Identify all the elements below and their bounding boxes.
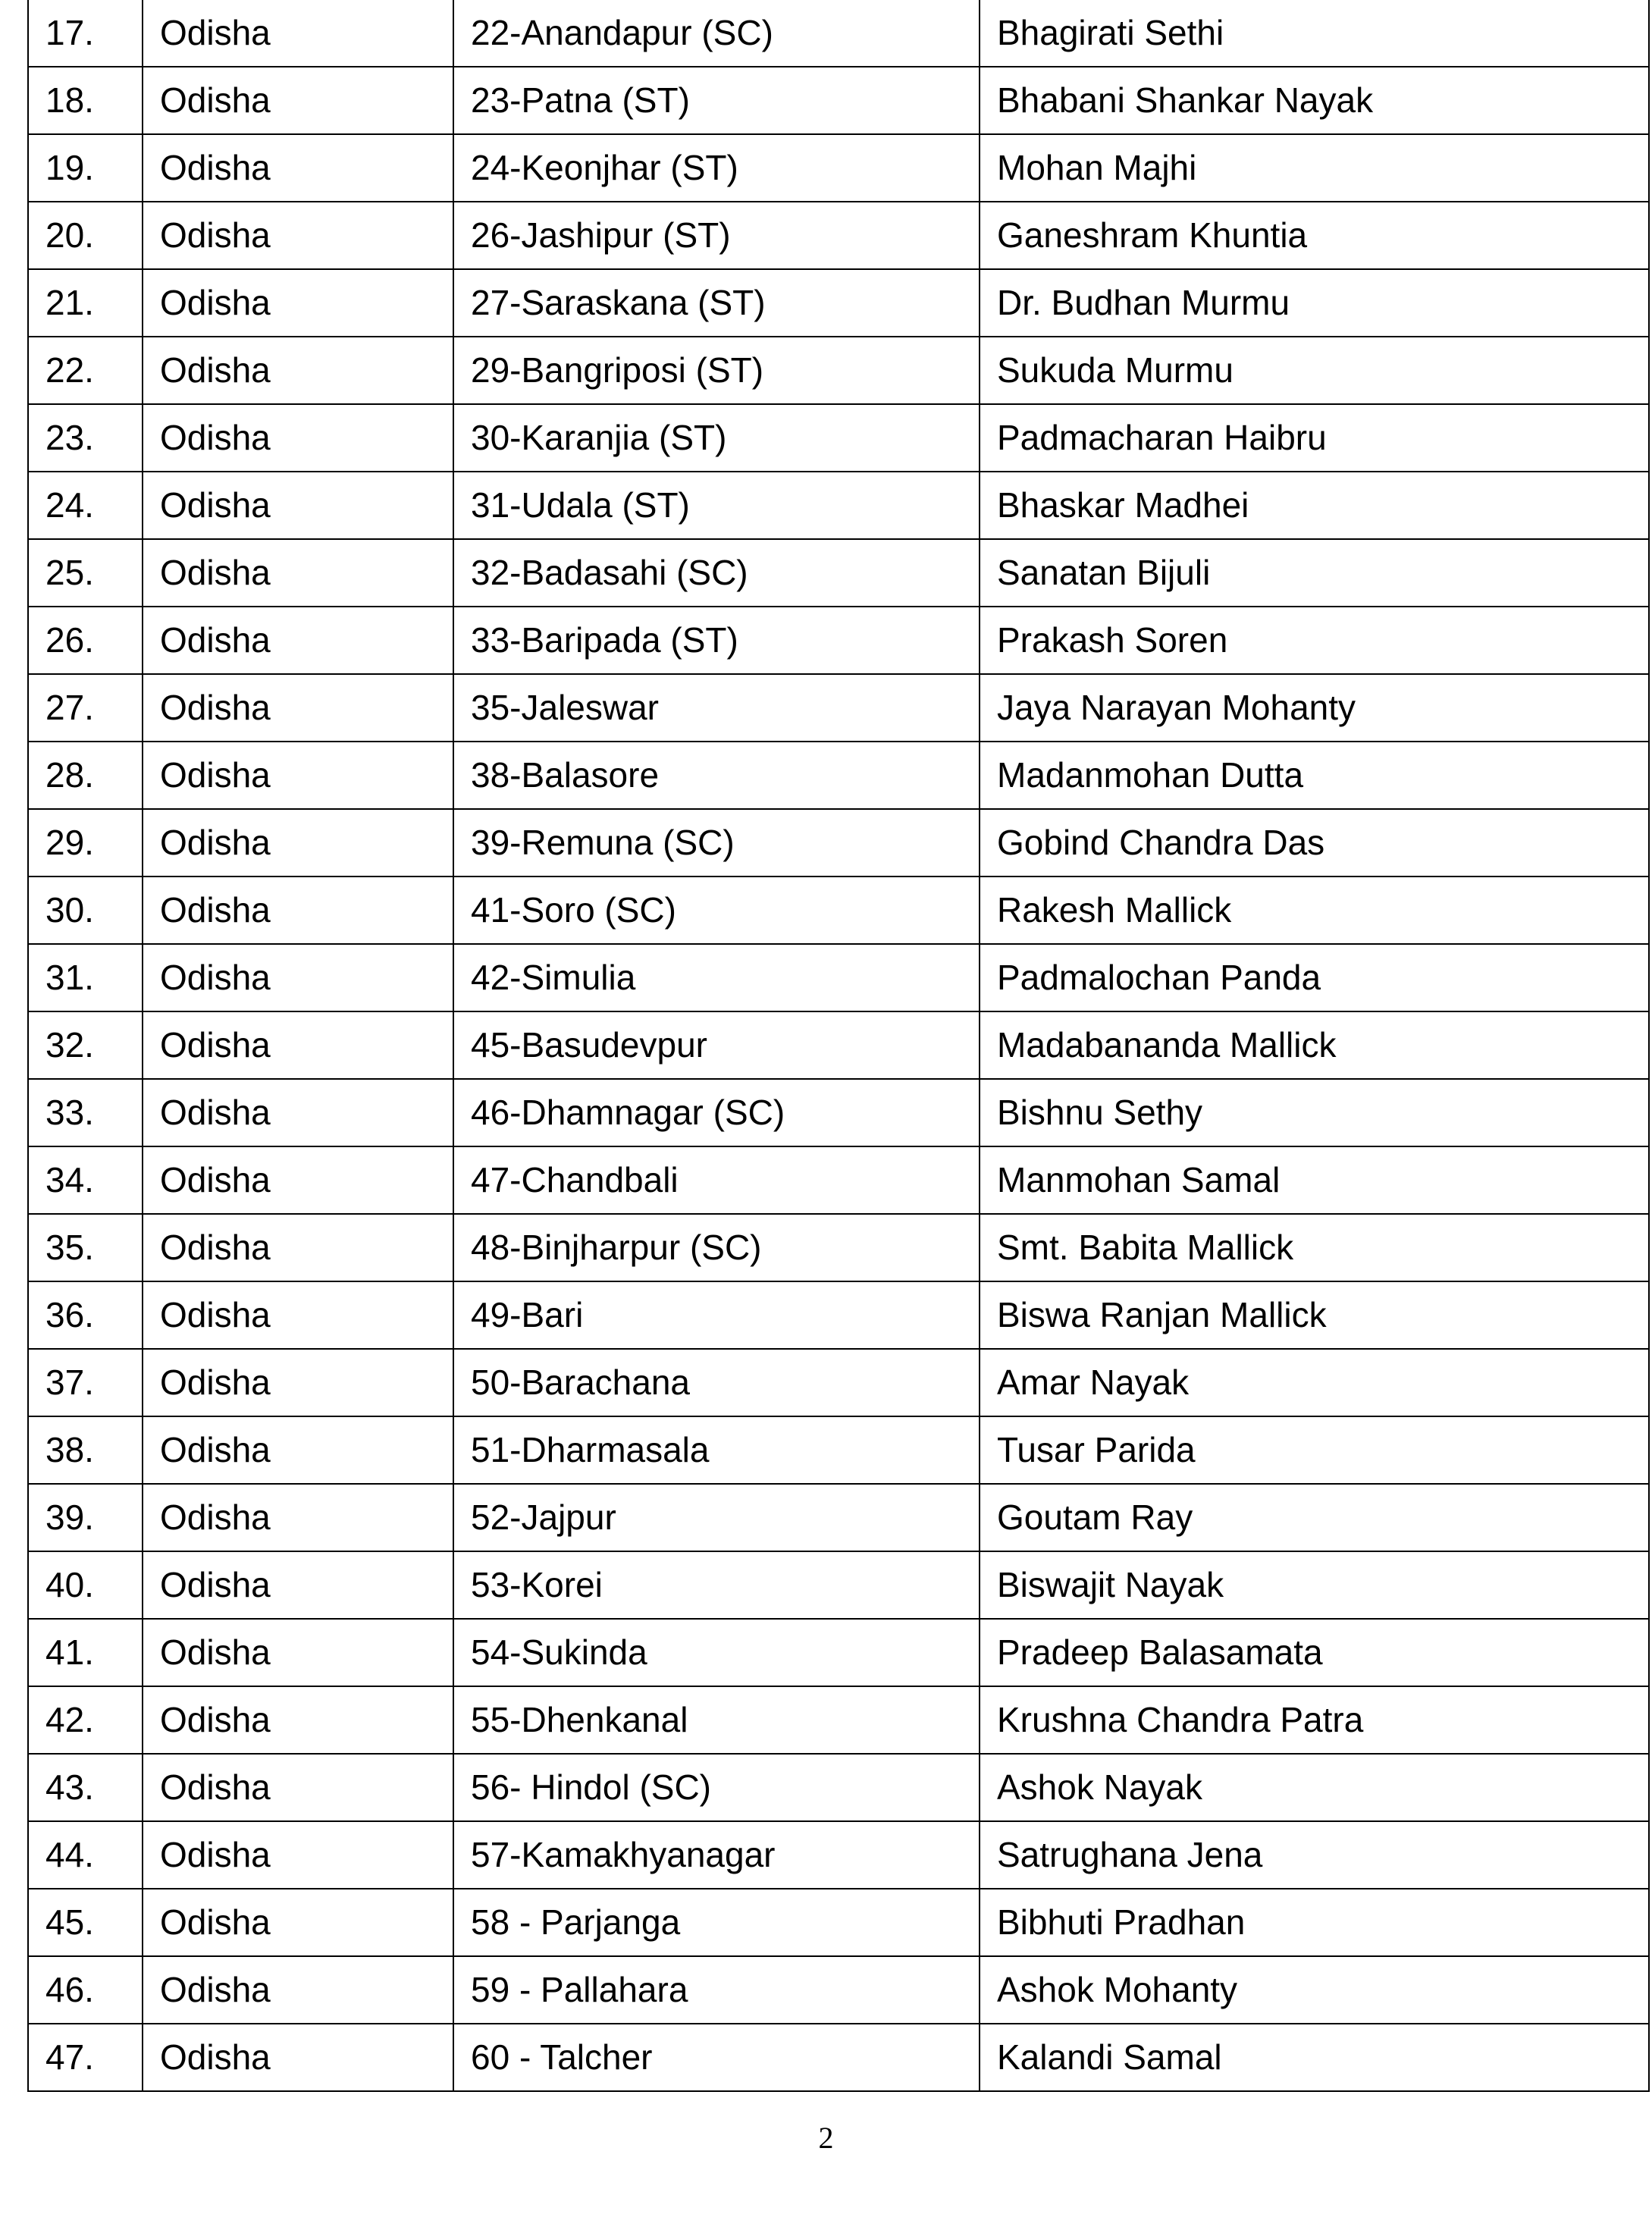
state-cell: Odisha: [143, 1889, 453, 1956]
serial-number-cell: 23.: [28, 404, 143, 472]
table-row: [28, 1079, 1649, 1146]
serial-number-cell: 38.: [28, 1416, 143, 1484]
table-row: [28, 1821, 1649, 1889]
serial-number-cell: 29.: [28, 809, 143, 877]
table-row: [28, 1619, 1649, 1686]
table-row: [28, 1281, 1649, 1349]
constituency-cell: 31-Udala (ST): [453, 472, 980, 539]
candidate-name-cell: Rakesh Mallick: [980, 877, 1649, 944]
constituency-cell: 22-Anandapur (SC): [453, 0, 980, 67]
state-cell: Odisha: [143, 1416, 453, 1484]
state-cell: Odisha: [143, 1281, 453, 1349]
table-row: [28, 877, 1649, 944]
serial-number-cell: 46.: [28, 1956, 143, 2024]
state-cell: Odisha: [143, 742, 453, 809]
table-row: [28, 2024, 1649, 2091]
state-cell: Odisha: [143, 404, 453, 472]
serial-number-cell: 24.: [28, 472, 143, 539]
table-row: [28, 1956, 1649, 2024]
candidate-name-cell: Ashok Nayak: [980, 1754, 1649, 1821]
state-cell: Odisha: [143, 539, 453, 607]
state-cell: Odisha: [143, 1619, 453, 1686]
state-cell: Odisha: [143, 674, 453, 742]
constituency-cell: 59 - Pallahara: [453, 1956, 980, 2024]
constituency-cell: 42-Simulia: [453, 944, 980, 1011]
state-cell: Odisha: [143, 1686, 453, 1754]
serial-number-cell: 42.: [28, 1686, 143, 1754]
state-cell: Odisha: [143, 202, 453, 269]
serial-number-cell: 43.: [28, 1754, 143, 1821]
state-cell: Odisha: [143, 1146, 453, 1214]
constituency-cell: 51-Dharmasala: [453, 1416, 980, 1484]
constituency-cell: 23-Patna (ST): [453, 67, 980, 134]
constituency-cell: 32-Badasahi (SC): [453, 539, 980, 607]
table-row: [28, 134, 1649, 202]
state-cell: Odisha: [143, 1349, 453, 1416]
candidate-name-cell: Sukuda Murmu: [980, 337, 1649, 404]
serial-number-cell: 45.: [28, 1889, 143, 1956]
table-row: [28, 1889, 1649, 1956]
candidate-name-cell: Padmacharan Haibru: [980, 404, 1649, 472]
table-row: [28, 1551, 1649, 1619]
candidate-name-cell: Bhagirati Sethi: [980, 0, 1649, 67]
candidate-name-cell: Biswa Ranjan Mallick: [980, 1281, 1649, 1349]
table-row: [28, 404, 1649, 472]
candidate-name-cell: Padmalochan Panda: [980, 944, 1649, 1011]
table-row: [28, 1416, 1649, 1484]
candidate-name-cell: Ganeshram Khuntia: [980, 202, 1649, 269]
constituency-cell: 52-Jajpur: [453, 1484, 980, 1551]
table-row: [28, 539, 1649, 607]
constituency-cell: 60 - Talcher: [453, 2024, 980, 2091]
constituency-cell: 41-Soro (SC): [453, 877, 980, 944]
candidate-name-cell: Madanmohan Dutta: [980, 742, 1649, 809]
table-row: [28, 472, 1649, 539]
candidate-name-cell: Pradeep Balasamata: [980, 1619, 1649, 1686]
candidate-name-cell: Tusar Parida: [980, 1416, 1649, 1484]
serial-number-cell: 22.: [28, 337, 143, 404]
constituency-cell: 26-Jashipur (ST): [453, 202, 980, 269]
state-cell: Odisha: [143, 1011, 453, 1079]
candidate-name-cell: Mohan Majhi: [980, 134, 1649, 202]
state-cell: Odisha: [143, 877, 453, 944]
candidate-name-cell: Bishnu Sethy: [980, 1079, 1649, 1146]
serial-number-cell: 17.: [28, 0, 143, 67]
candidate-name-cell: Bibhuti Pradhan: [980, 1889, 1649, 1956]
table-row: [28, 1484, 1649, 1551]
constituency-cell: 56- Hindol (SC): [453, 1754, 980, 1821]
table-body: [28, 0, 1649, 2091]
state-cell: Odisha: [143, 67, 453, 134]
constituency-cell: 50-Barachana: [453, 1349, 980, 1416]
state-cell: Odisha: [143, 1551, 453, 1619]
state-cell: Odisha: [143, 1214, 453, 1281]
state-cell: Odisha: [143, 1754, 453, 1821]
candidate-name-cell: Ashok Mohanty: [980, 1956, 1649, 2024]
table-row: [28, 1011, 1649, 1079]
candidate-name-cell: Madabananda Mallick: [980, 1011, 1649, 1079]
table-row: [28, 67, 1649, 134]
constituency-cell: 48-Binjharpur (SC): [453, 1214, 980, 1281]
constituency-cell: 46-Dhamnagar (SC): [453, 1079, 980, 1146]
candidate-name-cell: Jaya Narayan Mohanty: [980, 674, 1649, 742]
state-cell: Odisha: [143, 1956, 453, 2024]
state-cell: Odisha: [143, 1079, 453, 1146]
candidate-name-cell: Amar Nayak: [980, 1349, 1649, 1416]
candidate-name-cell: Bhaskar Madhei: [980, 472, 1649, 539]
constituency-cell: 30-Karanjia (ST): [453, 404, 980, 472]
state-cell: Odisha: [143, 134, 453, 202]
candidate-name-cell: Bhabani Shankar Nayak: [980, 67, 1649, 134]
state-cell: Odisha: [143, 809, 453, 877]
state-cell: Odisha: [143, 337, 453, 404]
constituency-cell: 24-Keonjhar (ST): [453, 134, 980, 202]
serial-number-cell: 21.: [28, 269, 143, 337]
serial-number-cell: 47.: [28, 2024, 143, 2091]
table-row: [28, 1146, 1649, 1214]
candidate-name-cell: Goutam Ray: [980, 1484, 1649, 1551]
constituency-cell: 58 - Parjanga: [453, 1889, 980, 1956]
candidate-name-cell: Biswajit Nayak: [980, 1551, 1649, 1619]
serial-number-cell: 35.: [28, 1214, 143, 1281]
serial-number-cell: 37.: [28, 1349, 143, 1416]
serial-number-cell: 32.: [28, 1011, 143, 1079]
candidate-name-cell: Gobind Chandra Das: [980, 809, 1649, 877]
serial-number-cell: 36.: [28, 1281, 143, 1349]
table-row: [28, 742, 1649, 809]
serial-number-cell: 31.: [28, 944, 143, 1011]
state-cell: Odisha: [143, 607, 453, 674]
candidate-name-cell: Kalandi Samal: [980, 2024, 1649, 2091]
constituency-cell: 33-Baripada (ST): [453, 607, 980, 674]
serial-number-cell: 33.: [28, 1079, 143, 1146]
constituency-cell: 57-Kamakhyanagar: [453, 1821, 980, 1889]
serial-number-cell: 25.: [28, 539, 143, 607]
table-row: [28, 1214, 1649, 1281]
serial-number-cell: 44.: [28, 1821, 143, 1889]
serial-number-cell: 28.: [28, 742, 143, 809]
candidate-name-cell: Smt. Babita Mallick: [980, 1214, 1649, 1281]
serial-number-cell: 30.: [28, 877, 143, 944]
candidate-name-cell: Sanatan Bijuli: [980, 539, 1649, 607]
candidate-name-cell: Dr. Budhan Murmu: [980, 269, 1649, 337]
page-number: 2: [818, 2121, 834, 2155]
serial-number-cell: 34.: [28, 1146, 143, 1214]
serial-number-cell: 27.: [28, 674, 143, 742]
table-row: [28, 809, 1649, 877]
table-row: [28, 674, 1649, 742]
state-cell: Odisha: [143, 0, 453, 67]
constituency-cell: 54-Sukinda: [453, 1619, 980, 1686]
state-cell: Odisha: [143, 944, 453, 1011]
state-cell: Odisha: [143, 269, 453, 337]
table-row: [28, 1349, 1649, 1416]
candidate-table: [27, 0, 1650, 2092]
candidate-name-cell: Krushna Chandra Patra: [980, 1686, 1649, 1754]
constituency-cell: 38-Balasore: [453, 742, 980, 809]
table-row: [28, 944, 1649, 1011]
serial-number-cell: 18.: [28, 67, 143, 134]
state-cell: Odisha: [143, 1821, 453, 1889]
constituency-cell: 39-Remuna (SC): [453, 809, 980, 877]
candidate-name-cell: Prakash Soren: [980, 607, 1649, 674]
constituency-cell: 53-Korei: [453, 1551, 980, 1619]
candidate-name-cell: Satrughana Jena: [980, 1821, 1649, 1889]
serial-number-cell: 20.: [28, 202, 143, 269]
serial-number-cell: 40.: [28, 1551, 143, 1619]
table-row: [28, 0, 1649, 67]
candidate-name-cell: Manmohan Samal: [980, 1146, 1649, 1214]
table-row: [28, 607, 1649, 674]
table-row: [28, 269, 1649, 337]
table-row: [28, 1686, 1649, 1754]
serial-number-cell: 39.: [28, 1484, 143, 1551]
table-row: [28, 202, 1649, 269]
constituency-cell: 29-Bangriposi (ST): [453, 337, 980, 404]
state-cell: Odisha: [143, 2024, 453, 2091]
constituency-cell: 49-Bari: [453, 1281, 980, 1349]
serial-number-cell: 26.: [28, 607, 143, 674]
serial-number-cell: 19.: [28, 134, 143, 202]
constituency-cell: 27-Saraskana (ST): [453, 269, 980, 337]
table-row: [28, 1754, 1649, 1821]
constituency-cell: 55-Dhenkanal: [453, 1686, 980, 1754]
table-row: [28, 337, 1649, 404]
constituency-cell: 47-Chandbali: [453, 1146, 980, 1214]
constituency-cell: 45-Basudevpur: [453, 1011, 980, 1079]
state-cell: Odisha: [143, 1484, 453, 1551]
serial-number-cell: 41.: [28, 1619, 143, 1686]
state-cell: Odisha: [143, 472, 453, 539]
constituency-cell: 35-Jaleswar: [453, 674, 980, 742]
